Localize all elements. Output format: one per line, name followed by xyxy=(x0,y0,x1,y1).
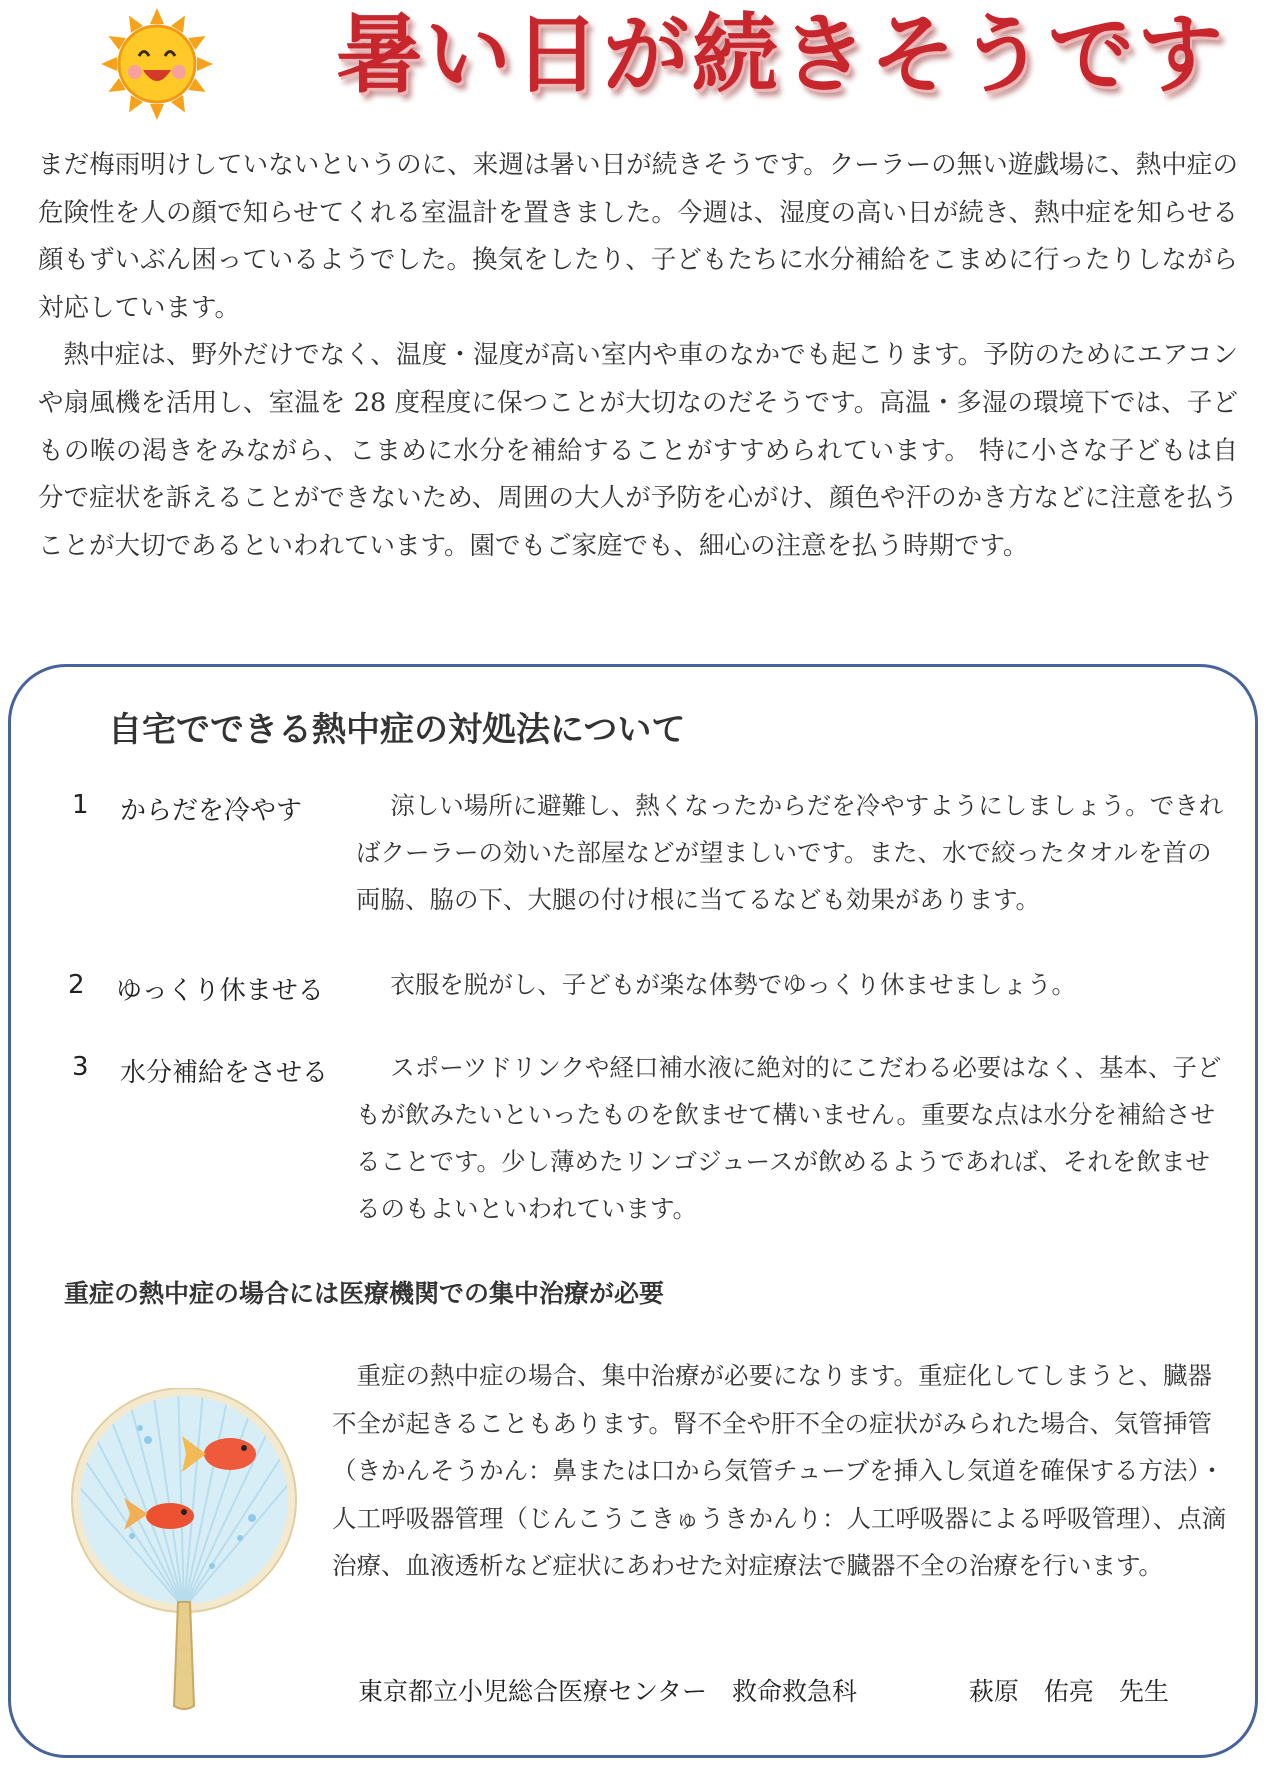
credit xyxy=(358,1672,1169,1708)
credit-organization: 東京都立小児総合医療センター 救命救急科 xyxy=(358,1677,858,1706)
item-1-number: 1 xyxy=(72,790,89,820)
severe-heading: 重症の熱中症の場合には医療機関での集中治療が必要 xyxy=(64,1279,665,1308)
item-3-text: スポーツドリンクや経口補水液に絶対的にこだわる必要はなく、基本、子どもが飲みたいといったものを飲ませて構いません。重要な点は水分を補給させることです。少し薄めたリンゴジュースが飲めるようであれば、それを飲ませるのもよいといわれています。 xyxy=(356,1053,1222,1223)
intro-paragraph-2: 熱中症は、野外だけでなく、温度・湿度が高い室内や車のなかでも起こります。予防のためにエアコンや扇風機を活用し、室温を 28 度程度に保つことが大切なのだそうです。高温・多湿の環境下では、子どもの喉の渇きをみながら、こまめに水分を補給することがすすめられています。 特に小さな子どもは自分で症状を訴えることができないため、周囲の大人が予防を心がけ、顔色や汗のかき方などに注意を払うことが大切であるといわれています。園でもご家庭でも、細心の注意を払う時期です。 xyxy=(38,340,1238,561)
box-title: 自宅でできる熱中症の対処法について xyxy=(108,710,686,750)
intro-paragraph-1: まだ梅雨明けしていないというのに、来週は暑い日が続きそうです。クーラーの無い遊戯場に、熱中症の危険性を人の顔で知らせてくれる室温計を置きました。今週は、湿度の高い日が続き、熱中症を知らせる顔もずいぶん困っているようでした。換気をしたり、子どもたちに水分補給をこまめに行ったりしながら対応しています。 xyxy=(38,150,1238,323)
item-1-text: 涼しい場所に避難し、熱くなったからだを冷やすようにしましょう。できればクーラーの効いた部屋などが望ましいです。また、水で絞ったタオルを首の両脇、脇の下、大腿の付け根に当てるなども効果があります。 xyxy=(356,791,1224,914)
page-title: 暑い日が続きそうです xyxy=(336,4,1226,105)
item-3-number: 3 xyxy=(72,1052,89,1082)
severe-text: 重症の熱中症の場合、集中治療が必要になります。重症化してしまうと、臓器不全が起きることもあります。腎不全や肝不全の症状がみられた場合、気管挿管（きかんそうかん：鼻または口から気管チューブを挿入し気道を確保する方法）・人工呼吸器管理（じんこうこきゅうきかんり：人工呼吸器による呼吸管理）、点滴治療、血液透析など症状にあわせた対症療法で臓器不全の治療を行います。 xyxy=(332,1361,1227,1580)
item-2-label: ゆっくり休ませる xyxy=(116,976,324,1006)
item-1-label: からだを冷やす xyxy=(120,796,303,826)
uchiwa-fan-goldfish-icon xyxy=(62,1388,312,1712)
item-3-label: 水分補給をさせる xyxy=(120,1058,329,1088)
intro-text xyxy=(38,142,1238,570)
item-2-text: 衣服を脱がし、子どもが楽な体勢でゆっくり休ませましょう。 xyxy=(390,970,1077,999)
smiling-sun-icon xyxy=(96,6,218,122)
credit-person: 萩原 佑亮 先生 xyxy=(968,1677,1169,1706)
item-2-number: 2 xyxy=(68,970,85,1000)
